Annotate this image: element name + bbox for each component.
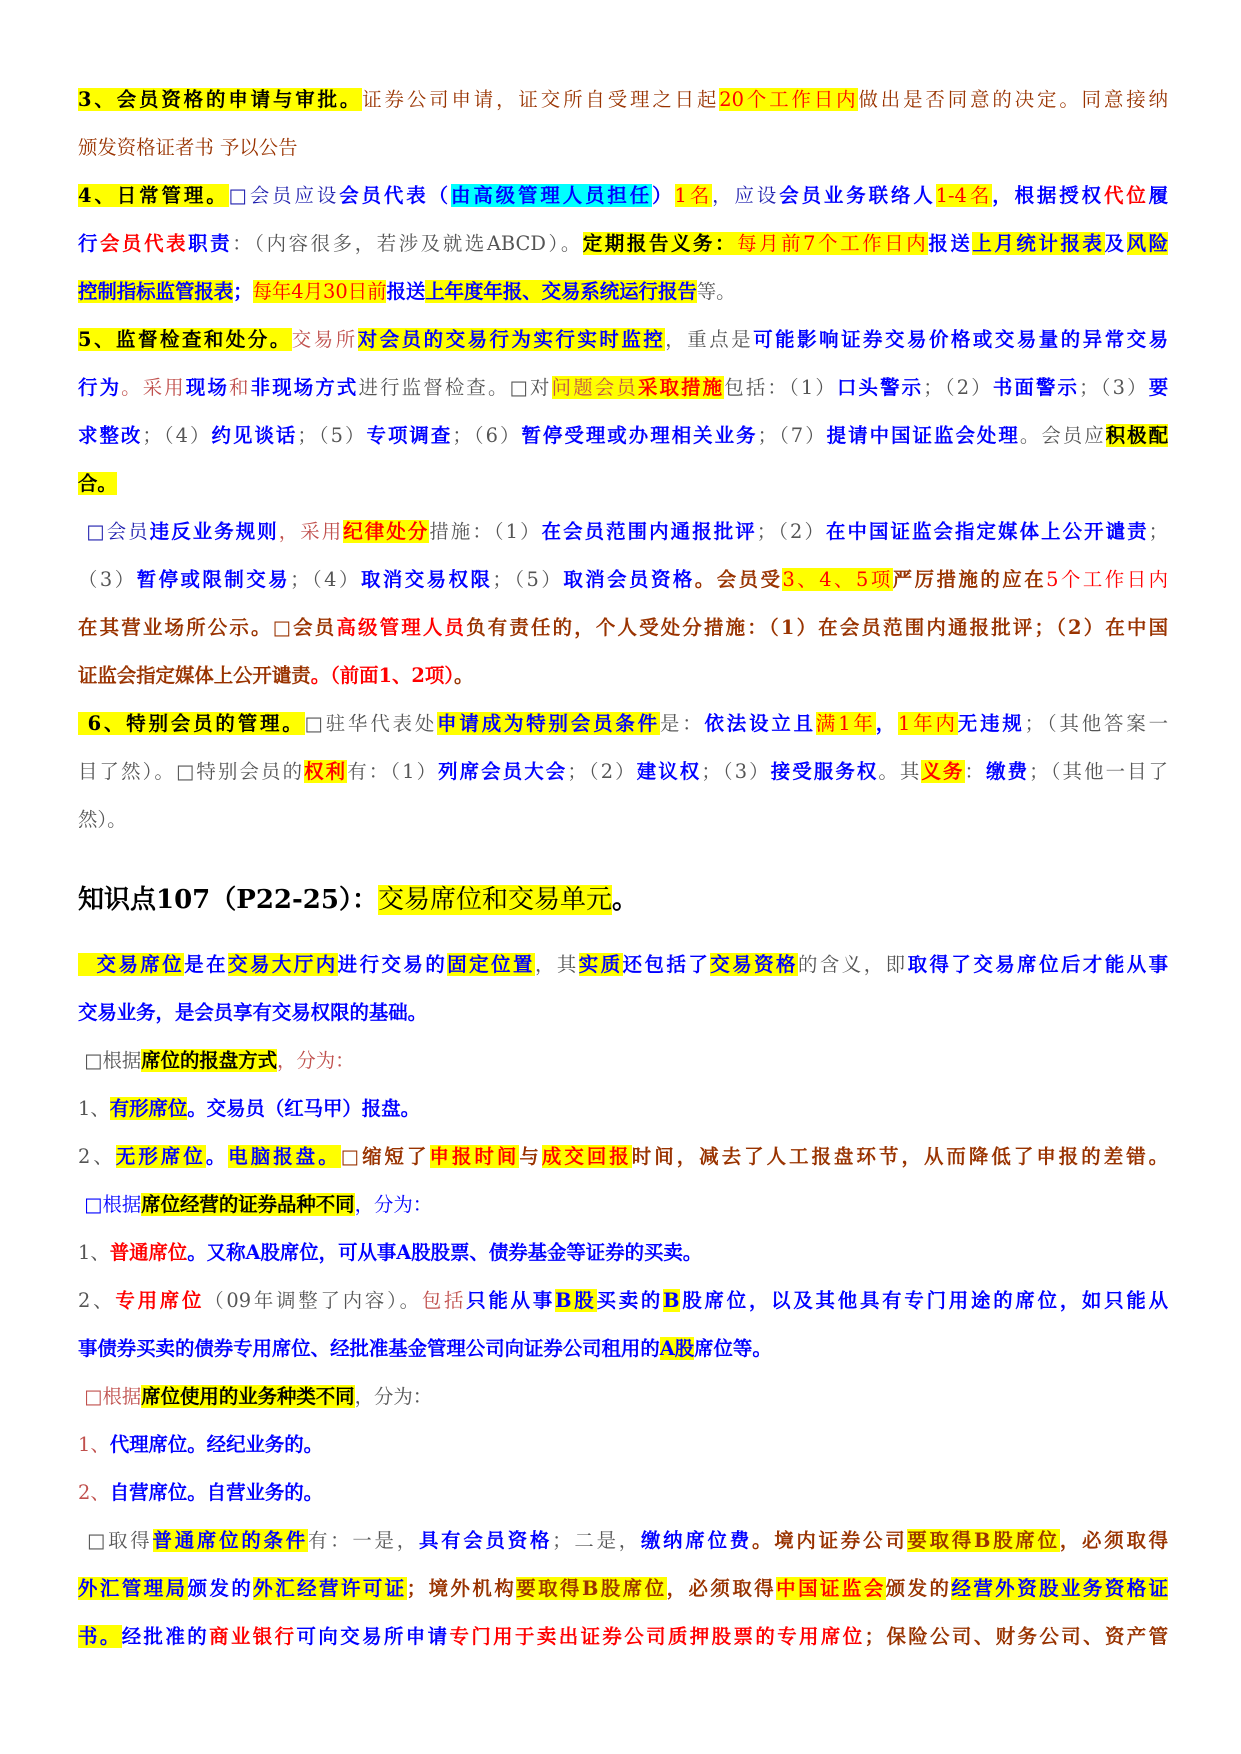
text-run: ， <box>875 712 898 735</box>
highlighted-text: 合。 <box>78 472 117 495</box>
highlighted-text: 4、日常管理。 <box>78 184 229 207</box>
text-run: 2、 <box>78 1481 110 1504</box>
text-run: 商业银行 <box>209 1625 297 1648</box>
text-run: ；境外机构 <box>406 1577 517 1600</box>
text-line <box>78 700 1168 748</box>
text-line <box>78 412 1168 460</box>
text-line <box>78 268 1168 316</box>
text-line <box>78 1229 1168 1277</box>
highlighted-text: 1年内 <box>898 712 958 735</box>
text-run: 普通席位 <box>109 1241 188 1264</box>
text-run: 与 <box>519 1145 542 1168</box>
highlighted-text: 有形席位 <box>109 1097 188 1120</box>
text-run: 高级管理人员 <box>336 616 467 639</box>
highlighted-text: 实质 <box>578 953 623 976</box>
highlighted-text: 控制指标监管报表 <box>78 280 234 303</box>
text-run: 会员业务联络人 <box>779 184 936 207</box>
section-heading <box>78 867 1168 933</box>
highlighted-text: 3、会员资格的申请与审批。 <box>78 88 363 111</box>
highlighted-text: 1-4名 <box>935 184 993 207</box>
text-run: ，分为： <box>354 1385 433 1408</box>
text-run: ：（内容很多，若涉及就选ABCD）。 <box>232 232 583 255</box>
highlighted-text: 交易席位 <box>78 953 185 976</box>
text-run: 在中国证监会指定媒体上公开谴责 <box>826 520 1149 543</box>
text-run: 报送 <box>386 280 426 303</box>
text-line <box>78 1517 1168 1565</box>
highlighted-text: 中国证监会 <box>776 1577 886 1600</box>
text-run: ；（5） <box>297 424 367 447</box>
text-run: 行 <box>78 232 101 255</box>
highlighted-text: 义务 <box>921 760 965 783</box>
text-run: 报送 <box>928 232 973 255</box>
text-run: ； <box>233 280 253 303</box>
text-run: ；二是， <box>552 1529 641 1552</box>
text-run: 书面警示 <box>992 376 1080 399</box>
highlighted-text: 要取得B股席位 <box>907 1529 1060 1552</box>
highlighted-text: 定期报告义务： <box>582 232 738 255</box>
text-run: 时间，减去了人工报盘环节，从而降低了申报的差错。 <box>631 1145 1168 1168</box>
text-run: 。境内证券公司 <box>752 1529 908 1552</box>
document-body <box>78 76 1168 1661</box>
text-line <box>78 316 1168 364</box>
text-run: ；（2） <box>756 520 826 543</box>
highlighted-text: A股 <box>659 1337 695 1360</box>
text-run: 的含义，即 <box>797 953 908 976</box>
text-run: ；（2） <box>923 376 993 399</box>
text-line <box>78 941 1168 989</box>
highlighted-text: 上年度年报、交易系统运行报告 <box>425 280 697 303</box>
text-line <box>78 1421 1168 1469</box>
text-run: 交易所 <box>291 328 358 351</box>
text-line <box>78 508 1168 556</box>
highlighted-text: 问题会员 <box>551 376 638 399</box>
text-line <box>78 1469 1168 1517</box>
highlighted-text: 经营外资股业务资格证 <box>951 1577 1168 1600</box>
highlighted-text: 每年4月30日前 <box>252 280 387 303</box>
text-run: 还包括了 <box>622 953 711 976</box>
text-run: ，其 <box>534 953 579 976</box>
text-run: 证券公司申请，证交所自受理之日起 <box>362 88 720 111</box>
text-line <box>78 1085 1168 1133</box>
text-run: □驻华代表处 <box>304 712 438 735</box>
text-run: 交易业务，是会员享有交易权限的基础。 <box>78 1001 428 1024</box>
text-run: □会员 <box>78 520 150 543</box>
highlighted-text: 采取措施 <box>637 376 725 399</box>
text-run: ，根据授权 <box>992 184 1104 207</box>
text-run: 取消交易权限 <box>360 568 493 591</box>
text-run: 做出是否同意的决定。同意接纳 <box>858 88 1168 111</box>
highlighted-text: 交易大厅内 <box>228 953 338 976</box>
text-run: 缴费 <box>986 760 1030 783</box>
text-run: 颁发资格证者书 予以公告 <box>78 136 298 159</box>
text-run: 可能影响证券交易价格或交易量的异常交易 <box>753 328 1168 351</box>
text-line <box>78 124 1168 172</box>
text-run: 包括 <box>421 1289 467 1312</box>
text-line <box>78 1613 1168 1661</box>
highlighted-text: 对会员的交易行为实行实时监控 <box>357 328 666 351</box>
text-run: 。交易员（红马甲）报盘。 <box>187 1097 420 1120</box>
text-run: 职责 <box>188 232 233 255</box>
text-run: 具有会员资格 <box>418 1529 553 1552</box>
text-run: 专项调查 <box>366 424 453 447</box>
text-run: 2、 <box>78 1145 116 1168</box>
text-run: 现场 <box>185 376 230 399</box>
highlighted-text: 席位使用的业务种类不同 <box>141 1385 355 1408</box>
text-run: 会员代表（ <box>339 184 451 207</box>
text-run: □缩短了 <box>340 1145 430 1168</box>
text-run: □根据 <box>78 1193 142 1216</box>
text-run: 1、 <box>78 1241 110 1264</box>
text-run: 1、 <box>78 1433 110 1456</box>
text-run: ；（4） <box>290 568 361 591</box>
text-line <box>78 796 1168 844</box>
text-run: 可向交易所申请 <box>296 1625 450 1648</box>
text-run: 进行交易的 <box>337 953 448 976</box>
text-run: ；（6） <box>452 424 522 447</box>
text-line <box>78 1325 1168 1373</box>
text-line <box>78 76 1168 124</box>
text-run: 。会员受 <box>694 568 783 591</box>
text-run: ） <box>652 184 675 207</box>
text-run: 包括：（1） <box>724 376 837 399</box>
highlighted-text: 上月统计报表 <box>972 232 1105 255</box>
text-line <box>78 604 1168 652</box>
text-run: 取得了交易席位后才能从事 <box>907 953 1168 976</box>
highlighted-text: 权利 <box>304 760 348 783</box>
text-line <box>78 364 1168 412</box>
text-run: 证监会指定媒体上公开谴责 <box>78 664 311 687</box>
text-run: ： <box>964 760 987 783</box>
text-run: ，采用 <box>278 520 344 543</box>
text-line <box>78 748 1168 796</box>
text-run: 。 <box>612 885 639 915</box>
highlighted-text: 席位经营的证券品种不同 <box>141 1193 355 1216</box>
text-run: ；保险公司、财务公司、资产管 <box>864 1625 1168 1648</box>
text-line <box>78 172 1168 220</box>
text-run: ；（2） <box>567 760 637 783</box>
text-run: ，必须取得 <box>1059 1529 1168 1552</box>
text-run: 行为 <box>78 376 122 399</box>
text-run: 在会员范围内通报批评 <box>541 520 757 543</box>
text-run: 。 <box>454 664 474 687</box>
highlighted-text: 书。 <box>78 1625 122 1648</box>
text-run: 列席会员大会 <box>438 760 568 783</box>
text-line <box>78 1373 1168 1421</box>
text-run: 知识点107（P22-25）： <box>78 885 378 915</box>
text-line <box>78 1277 1168 1325</box>
text-run: □根据 <box>78 1049 142 1072</box>
highlighted-text: 电脑报盘。 <box>228 1145 341 1168</box>
highlighted-text: 无形席位 <box>115 1145 206 1168</box>
text-run: 2、 <box>78 1289 116 1312</box>
text-run: ，重点是 <box>665 328 754 351</box>
highlighted-text: 1名 <box>674 184 713 207</box>
highlighted-text: 20个工作日内 <box>719 88 859 111</box>
text-run: 有：一是， <box>307 1529 419 1552</box>
text-run: 事债券买卖的债券专用席位、经批准基金管理公司向证券公司租用的 <box>78 1337 660 1360</box>
text-run: 。采用 <box>121 376 186 399</box>
text-run: 非现场方式 <box>250 376 359 399</box>
text-line <box>78 1133 1168 1181</box>
text-run: 经批准的 <box>121 1625 210 1648</box>
text-run: 依法设立且 <box>704 712 816 735</box>
text-run: 履 <box>1148 184 1168 207</box>
text-run: 措施：（1） <box>429 520 542 543</box>
text-run: 会员代表 <box>100 232 189 255</box>
text-line <box>78 556 1168 604</box>
text-run: 建议权 <box>636 760 702 783</box>
text-run: ，分为： <box>354 1193 433 1216</box>
text-run: 股席位，以及其他具有专门用途的席位，如只能从 <box>679 1289 1168 1312</box>
text-run: 席位等。 <box>694 1337 772 1360</box>
text-run: □取得 <box>78 1529 153 1552</box>
highlighted-text: 交易席位和交易单元 <box>377 885 612 915</box>
text-run: ；（3） <box>701 760 771 783</box>
text-run: 专门用于卖出证券公司质押股票的专用席位 <box>449 1625 865 1648</box>
text-run: （09年调整了内容）。 <box>204 1289 422 1312</box>
text-run: ；（其他一目了 <box>1029 760 1168 783</box>
text-run: 接受服务权 <box>770 760 879 783</box>
highlighted-text: 6、特别会员的管理。 <box>78 712 305 735</box>
text-run: 提请中国证监会处理 <box>826 424 1020 447</box>
highlighted-text: 普通席位的条件 <box>152 1529 308 1552</box>
highlighted-text: 申报时间 <box>429 1145 520 1168</box>
highlighted-text: 席位的报盘方式 <box>141 1049 277 1072</box>
text-run: 进行监督检查。□对 <box>358 376 552 399</box>
text-line <box>78 460 1168 508</box>
text-run: 是： <box>659 712 705 735</box>
highlighted-text: 积极配 <box>1105 424 1168 447</box>
text-run: 等。 <box>696 280 736 303</box>
highlighted-text: B <box>663 1289 680 1312</box>
text-run: 口头警示 <box>836 376 924 399</box>
text-run: □会员应设 <box>228 184 340 207</box>
text-run: 缴纳席位费 <box>640 1529 752 1552</box>
highlighted-text: 5、监督检查和处分。 <box>78 328 292 351</box>
text-run: 代理席位。经纪业务的。 <box>109 1433 324 1456</box>
highlighted-text: 3、4、5项 <box>782 568 893 591</box>
text-run: ；（5） <box>492 568 564 591</box>
highlighted-text: B股 <box>555 1289 597 1312</box>
text-run: ；（4） <box>142 424 212 447</box>
text-run: 和 <box>229 376 251 399</box>
text-line <box>78 989 1168 1037</box>
text-run: 。会员应 <box>1019 424 1106 447</box>
text-line <box>78 220 1168 268</box>
text-run: 颁发的 <box>187 1577 254 1600</box>
text-run: 买卖的 <box>596 1289 664 1312</box>
text-run: 违反业务规则 <box>149 520 279 543</box>
text-line <box>78 1181 1168 1229</box>
highlighted-text: 固定位置 <box>447 953 535 976</box>
text-run: 只能从事 <box>466 1289 556 1312</box>
text-run: 有：（1） <box>347 760 439 783</box>
text-run: （3） <box>78 568 137 591</box>
highlighted-text: 成交回报 <box>541 1145 632 1168</box>
highlighted-text: 满1年 <box>815 712 876 735</box>
text-run: 专用席位 <box>115 1289 205 1312</box>
text-run: 。又称A股席位，可从事A股股票、债券基金等证券的买卖。 <box>187 1241 703 1264</box>
text-run: 是在 <box>184 953 229 976</box>
text-run: 。 <box>205 1145 229 1168</box>
text-run: 负有责任的，个人受处分措施：（1）在会员范围内通报批评；（2）在中国 <box>466 616 1168 639</box>
text-run: 暂停或限制交易 <box>136 568 291 591</box>
text-run: 要 <box>1148 376 1168 399</box>
highlighted-text: 外汇管理局 <box>78 1577 188 1600</box>
text-line <box>78 1037 1168 1085</box>
text-run: 约见谈话 <box>211 424 298 447</box>
text-line <box>78 652 1168 700</box>
text-run: 目了然）。□特别会员的 <box>78 760 305 783</box>
text-run: ，必须取得 <box>666 1577 777 1600</box>
text-run: 。（前面1、2项） <box>310 664 455 687</box>
text-run: 求整改 <box>78 424 143 447</box>
text-run: 无违规 <box>957 712 1025 735</box>
text-run: 然）。 <box>78 808 127 831</box>
highlighted-text: 要取得B股席位 <box>516 1577 667 1600</box>
text-run: 暂停受理或办理相关业务 <box>521 424 758 447</box>
text-run: 在其营业场所公示。□会员 <box>78 616 337 639</box>
text-run: ； <box>1148 520 1168 543</box>
text-line <box>78 1565 1168 1613</box>
highlighted-text: 风险 <box>1126 232 1168 255</box>
text-run: ；（7） <box>757 424 827 447</box>
text-run: ，分为： <box>277 1049 355 1072</box>
text-run: 颁发的 <box>885 1577 952 1600</box>
highlighted-text: 纪律处分 <box>343 520 430 543</box>
text-run: ，应设 <box>712 184 780 207</box>
highlighted-text: 由高级管理人员担任 <box>450 184 653 207</box>
text-run: ；（3） <box>1079 376 1149 399</box>
text-run: 及 <box>1104 232 1127 255</box>
text-run: ；（其他答案一 <box>1024 712 1168 735</box>
text-run: 取消会员资格 <box>563 568 695 591</box>
text-run: 1、 <box>78 1097 110 1120</box>
text-run: 。其 <box>878 760 922 783</box>
text-run: □根据 <box>78 1385 142 1408</box>
text-run: 严厉措施的应在 <box>892 568 1047 591</box>
text-run: 自营席位。自营业务的。 <box>109 1481 324 1504</box>
highlighted-text: 交易资格 <box>710 953 798 976</box>
text-run: 5个工作日内 <box>1046 568 1168 591</box>
text-run: 代位 <box>1103 184 1149 207</box>
highlighted-text: 申请成为特别会员条件 <box>437 712 660 735</box>
highlighted-text: 每月前7个工作日内 <box>737 232 929 255</box>
highlighted-text: 外汇经营许可证 <box>253 1577 407 1600</box>
